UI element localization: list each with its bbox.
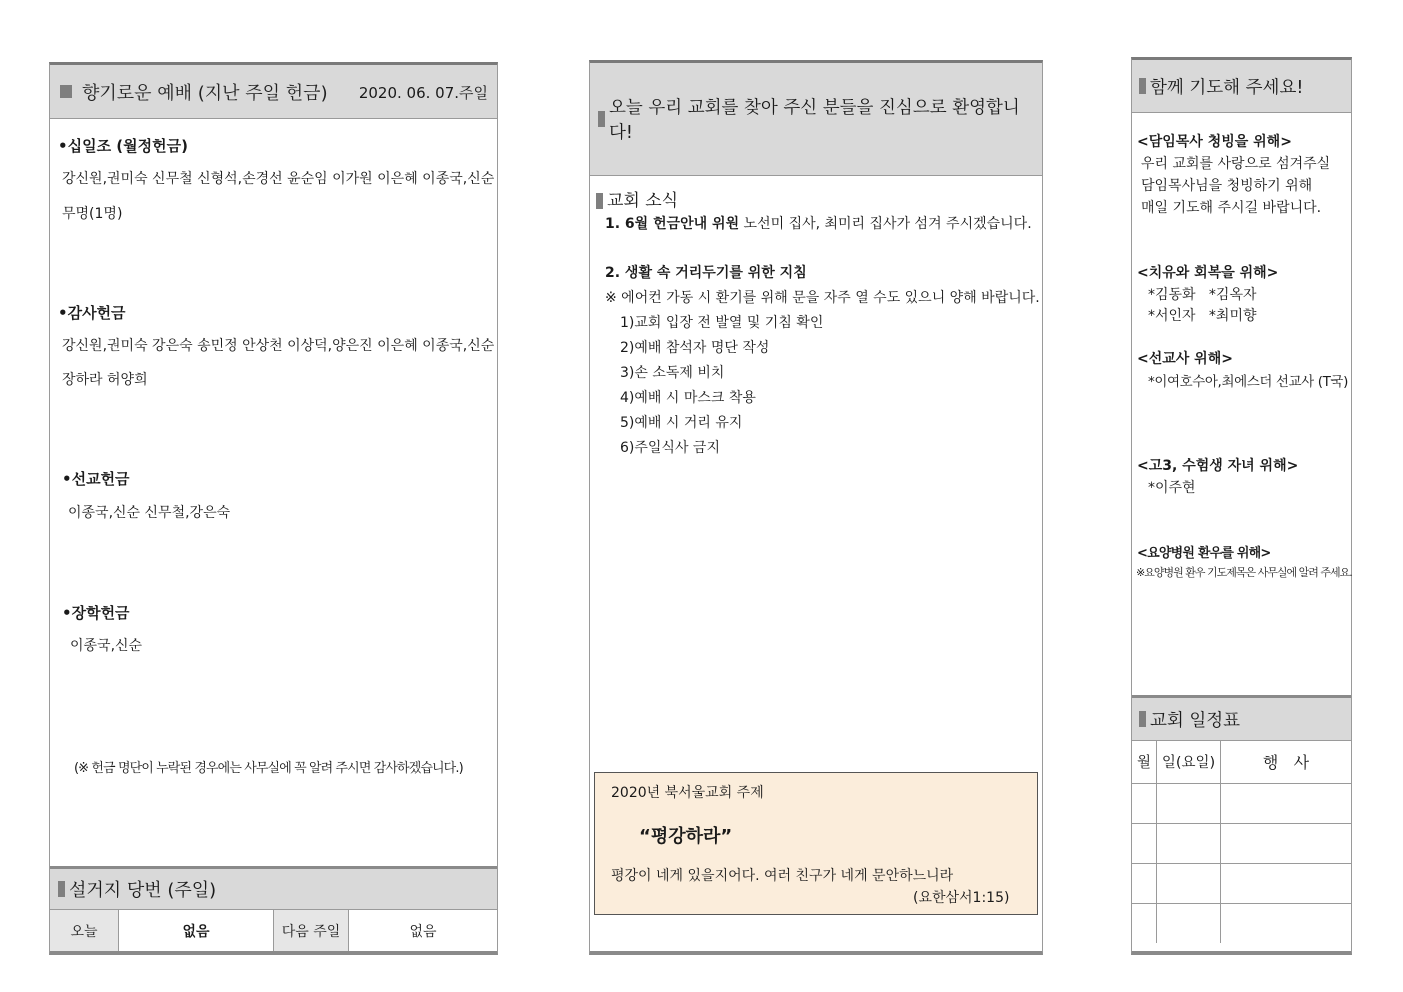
- tithe-heading: •십일조 (월정헌금): [58, 137, 188, 155]
- dish-title: 설거지 당번 (주일): [69, 880, 217, 901]
- square-bullet-icon: [1139, 711, 1146, 727]
- prayer-1-line3: 매일 기도해 주시길 바랍니다.: [1141, 200, 1322, 216]
- welcome-header: [590, 63, 1042, 176]
- guideline-4: 4)예배 시 마스크 착용: [620, 390, 756, 406]
- square-bullet-icon: [58, 881, 65, 897]
- square-bullet-icon: [1139, 78, 1146, 94]
- schedule-row: [1132, 863, 1351, 903]
- prayer-3-title: <선교사 위해>: [1137, 351, 1233, 367]
- prayer-5-title: <요양병원 환우를 위해>: [1137, 546, 1271, 561]
- offering-header: [50, 65, 497, 119]
- prayer-1-title: <담임목사 청빙을 위해>: [1137, 134, 1292, 150]
- news-item-1-title: 1. 6월 헌금안내 위원: [605, 216, 740, 232]
- prayer-3-line1: *이여호수아,최에스더 선교사 (T국): [1148, 374, 1348, 390]
- schedule-row: [1132, 823, 1351, 863]
- news-panel: [589, 60, 1043, 955]
- scholarship-names: 이종국,신순: [70, 638, 143, 654]
- scholarship-heading: •장학헌금: [62, 604, 130, 622]
- prayer-1-line2: 담임목사님을 청빙하기 위해: [1141, 178, 1313, 194]
- guideline-3: 3)손 소독제 비치: [620, 365, 725, 381]
- welcome-text: 오늘 우리 교회를 찾아 주신 분들을 진심으로 환영합니다!: [608, 98, 1020, 143]
- schedule-title: 교회 일정표: [1150, 710, 1241, 731]
- prayer-4-title: <고3, 수험생 자녀 위해>: [1137, 458, 1299, 474]
- guideline-1: 1)교회 입장 전 발열 및 기침 확인: [620, 315, 824, 331]
- schedule-header: [1132, 695, 1351, 741]
- offering-title: 향기로운 예배 (지난 주일 헌금): [82, 82, 328, 104]
- prayer-title: 함께 기도해 주세요!: [1150, 77, 1304, 98]
- schedule-row: [1132, 903, 1351, 943]
- news-item-2-note: ※ 에어컨 가동 시 환기를 위해 문을 자주 열 수도 있으니 양해 바랍니다.: [605, 290, 1040, 306]
- month-column-header: 월: [1132, 741, 1157, 783]
- thanks-names-line1: 강신원,권미숙 강은숙 송민정 안상천 이상덕,양은진 이은혜 이종국,신순: [62, 338, 495, 354]
- square-bullet-icon: [60, 85, 72, 98]
- offering-panel: [49, 62, 498, 955]
- thanks-names-line2: 장하라 허양희: [62, 372, 148, 388]
- theme-quote: “평강하라”: [639, 826, 733, 847]
- theme-box: [594, 772, 1038, 915]
- today-label: 오늘: [50, 910, 119, 951]
- mission-names: 이종국,신순 신무철,강은숙: [68, 505, 231, 521]
- guideline-5: 5)예배 시 거리 유지: [620, 415, 743, 431]
- guideline-2: 2)예배 참석자 명단 작성: [620, 340, 770, 356]
- prayer-2-line2: *서인자 *최미향: [1148, 308, 1257, 324]
- event-column-header: 행 사: [1221, 741, 1352, 783]
- day-column-header: 일(요일): [1157, 741, 1221, 783]
- thanks-heading: •감사헌금: [58, 304, 126, 322]
- guideline-6: 6)주일식사 금지: [620, 440, 720, 456]
- news-title: 교회 소식: [607, 191, 679, 211]
- prayer-header: [1132, 60, 1351, 113]
- mission-heading: •선교헌금: [62, 470, 130, 488]
- dish-table: [50, 910, 497, 951]
- square-bullet-icon: [596, 193, 603, 209]
- news-item-1-text: 노선미 집사, 최미리 집사가 섬겨 주시겠습니다.: [739, 216, 1032, 232]
- square-bullet-icon: [598, 111, 605, 127]
- news-item-1: [605, 213, 1032, 233]
- prayer-2-line1: *김동화 *김옥자: [1148, 287, 1257, 303]
- prayer-1-line1: 우리 교회를 사랑으로 섬겨주실: [1141, 156, 1331, 172]
- theme-title: 2020년 북서울교회 주제: [611, 785, 764, 801]
- prayer-4-line1: *이주현: [1148, 480, 1196, 496]
- next-week-value: 없음: [409, 923, 437, 940]
- theme-reference: (요한삼서1:15): [913, 890, 1010, 906]
- tithe-names-line1: 강신원,권미숙 신무철 신형석,손경선 윤순임 이가원 이은혜 이종국,신순: [62, 171, 495, 187]
- dish-header: [50, 866, 497, 910]
- prayer-panel: [1131, 57, 1352, 955]
- tithe-names-line2: 무명(1명): [62, 206, 123, 222]
- prayer-2-title: <치유와 회복을 위해>: [1137, 265, 1279, 281]
- prayer-5-line1: ※요양병원 환우 기도제목은 사무실에 알려 주세요.: [1136, 566, 1352, 579]
- theme-verse: 평강이 네게 있을지어다. 여러 친구가 네게 문안하느니라: [611, 868, 954, 884]
- news-item-2-title: 2. 생활 속 거리두기를 위한 지침: [605, 265, 807, 281]
- schedule-header-row: [1132, 741, 1351, 783]
- schedule-row: [1132, 783, 1351, 823]
- today-value: 없음: [119, 910, 274, 951]
- news-heading: [596, 186, 678, 211]
- offering-note: (※ 헌금 명단이 누락된 경우에는 사무실에 꼭 알려 주시면 감사하겠습니다.): [74, 761, 463, 776]
- schedule-table: [1132, 741, 1351, 943]
- next-week-label: 다음 주일: [274, 910, 349, 951]
- offering-date: 2020. 06. 07.주일: [358, 84, 488, 102]
